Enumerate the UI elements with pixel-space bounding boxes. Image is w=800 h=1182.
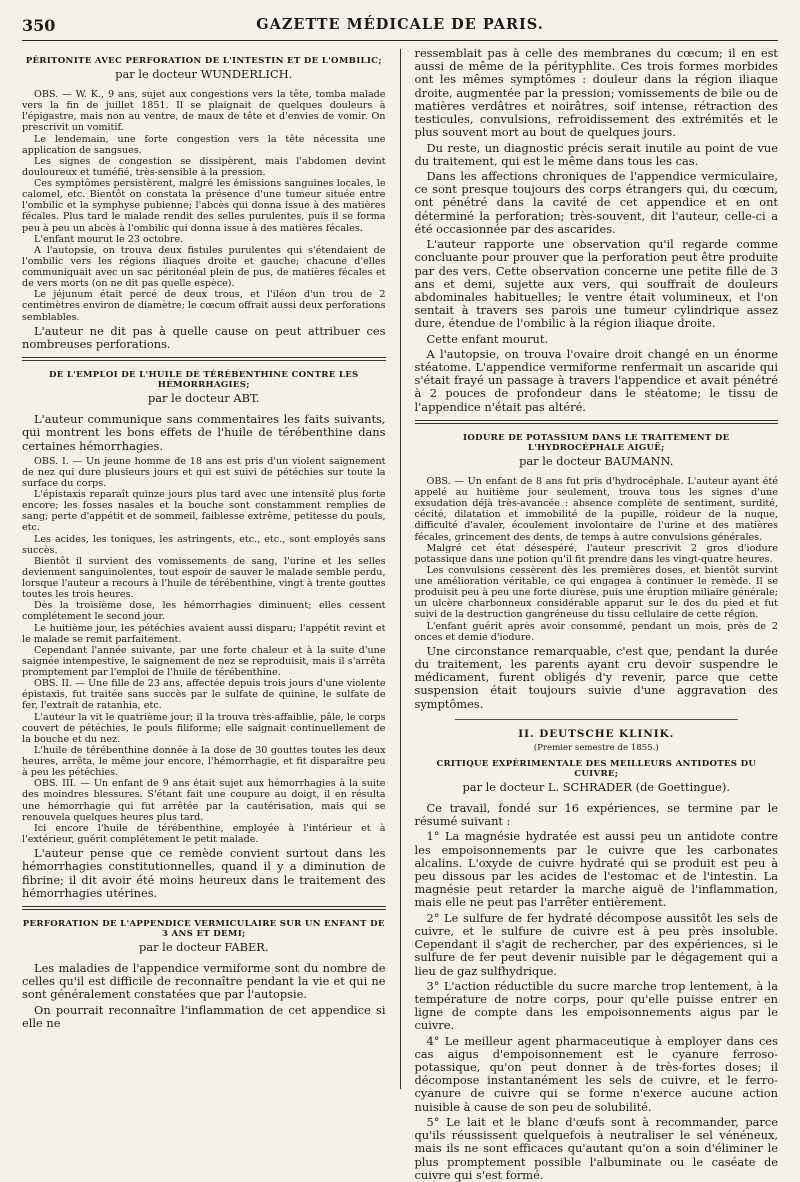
paragraph: Dans les affections chroniques de l'appendice vermiculaire, ce sont presque toujours des corps étrangers qui, du cœcum, ont pénétré dans la cavité de cet appendice et en ont déterminé la perforation; très-souvent, dit l'auteur, celle-ci a été occasionnée par des ascarides. [414,168,778,236]
paragraph: L'huile de térébenthine donnée à la dose de 30 gouttes toutes les deux heures, arrêta, le même jour encore, l'hémorrhagie, et fit disparaître peu à peu les pétéchies. [22,744,386,779]
paragraph: A l'autopsie, on trouva l'ovaire droit changé en un énorme stéatome. L'appendice vermiforme renfermait un ascaride qui s'était frayé un passage à travers l'appendice et avait pénétré à 2 pouces de profondeur dans le stéatome; le tissu de l'appendice n'était pas altéré. [414,346,778,414]
paragraph: Ce travail, fondé sur 16 expériences, se termine par le résumé suivant : [414,800,778,829]
journal-title: GAZETTE MÉDICALE DE PARIS. [256,16,544,33]
paragraph: 2° Le sulfure de fer hydraté décompose aussitôt les sels de cuivre, et le sulfure de cuivre est à peu près insoluble. Cependant il s'agit de rechercher, par des expériences, si le sulfure de fer peut devenir nuisible par le dégagement qui a lieu de gaz sulfhydrique. [414,910,778,978]
section-author: par le docteur L. SCHRADER (de Goettingue). [462,779,730,794]
paragraph: Dès la troisième dose, les hémorrhagies diminuent; elles cessent complétement le second jour. [22,600,386,623]
paragraph: Les maladies de l'appendice vermiforme sont du nombre de celles qu'il est difficile de reconnaître pendant la vie et qui ne sont généralement constatées que par l'autopsie. [22,960,386,1002]
paragraph: 3° L'action réductible du sucre marche trop lentement, à la température de notre corps, pour qu'elle puisse entrer en ligne de compte dans les empoisonnements aigus par le cuivre. [414,978,778,1033]
paragraph: OBS. — W. K., 9 ans, sujet aux congestions vers la tête, tomba malade vers la fin de juillet 1851. Il se plaignait de quelques douleurs à l'épigastre, mais non au ventre, de maux de tête et d'envies de vomir. On prescrivit un vomitif. [22,89,386,134]
section-title: IODURE DE POTASSIUM DANS LE TRAITEMENT DE L'HYDROCÉPHALE AIGUË; [463,432,730,453]
paragraph: OBS. III. — Un enfant de 9 ans était sujet aux hémorrhagies à la suite des moindres blessures. S'étant fait une coupure au doigt, il en résulta une hémorrhagie qui fut arrêtée par la cautérisation, mais qui se renouvela quelques heures plus tard. [22,778,386,823]
section-heading-peritonite [22,56,386,81]
section-author: par le docteur FABER. [139,939,269,954]
paragraph: A l'autopsie, on trouva deux fistules purulentes qui s'étendaient de l'ombilic vers les régions iliaques droite et gauche; chacune d'elles communiquait avec un sac péritonéal plein de pus, de matières fécales et de vers morts (on ne dit pas quelle espèce). [22,244,386,290]
left-column [22,47,386,1093]
section-rule [455,719,739,720]
paragraph: Ces symptômes persistèrent, malgré les émissions sanguines locales, le calomel, etc. Bientôt on constata la présence d'une tumeur située entre l'ombilic et la symphyse pubienne; l'abcès qui donna issue à des matières fécales. Plus tard le malade rendit des selles purulentes, puis il se forma peu à peu un abcès à l'ombilic qui donna issue à des matières fécales. [22,178,386,234]
section-heading-huile [22,370,386,405]
section-heading-perforation [22,919,386,954]
section-title: PERFORATION DE L'APPENDICE VERMICULAIRE SUR UN ENFANT DE 3 ANS ET DEMI; [22,918,385,939]
paragraph: Bientôt il survient des vomissements de sang, l'urine et les selles deviennent sanguinolentes, tout espoir de sauver le malade semble perdu, lorsque l'auteur a recours à l'huile de térébenthine, vingt à trente gouttes toutes les trois heures. [22,555,386,601]
paragraph: L'enfant guérit après avoir consommé, pendant un mois, près de 2 onces et demie d'iodure. [414,620,778,643]
paragraph: Du reste, un diagnostic précis serait inutile au point de vue du traitement, qui est le même dans tous les cas. [414,140,778,168]
paragraph: Le jéjunum était percé de deux trous, et l'iléon d'un trou de 2 centimètres environ de diamètre; le cœcum offrait aussi deux perforations semblables. [22,289,386,323]
paragraph: L'auteur rapporte une observation qu'il regarde comme concluante pour prouver que la perforation peut être produite par des vers. Cette observation concerne une petite fille de 3 ans et demi, sujette aux vers, qui souffrait de douleurs abdominales habituelles; le ventre était volumineux, et l'on sentait à travers ses parois une tumeur cylindrique assez dure, étendue de l'ombilic à la région iliaque droite. [414,237,778,331]
paragraph: OBS. II. — Une fille de 23 ans, affectée depuis trois jours d'une violente épistaxis, fut traitée sans succès par le sulfate de quinine, le sulfate de fer, l'extrait de ratanhia, etc. [22,678,386,712]
paragraph: Malgré cet état désespéré, l'auteur prescrivit 2 gros d'iodure potassique dans une potion qu'il fit prendre dans les vingt-quatre heures. [414,542,778,565]
paragraph: Ici encore l'huile de térébenthine, employée à l'intérieur et à l'extérieur, guérit complétement le petit malade. [22,822,386,845]
paragraph: L'épistaxis reparaît quinze jours plus tard avec une intensité plus forte encore; les fosses nasales et la bouche sont constamment remplies de sang; perte d'appétit et de sommeil, faiblesse extrême, petitesse du pouls, etc. [22,489,386,534]
right-column [414,46,779,1182]
paragraph: L'auteur la vit le quatrième jour; il la trouva très-affaiblie, pâle, le corps couvert de pétéchies, le pouls filiforme; elle saignait continuellement de la bouche et du nez. [22,711,386,745]
double-rule [22,906,386,910]
paragraph: Cependant l'année suivante, par une forte chaleur et à la suite d'une saignée intempestive, le saignement de nez se reproduisit, mais il s'arrêta promptement par l'emploi de l'huile de térébenthine. [22,644,386,679]
section-title: DE L'EMPLOI DE L'HUILE DE TÉRÉBENTHINE CONTRE LES HÉMORRHAGIES; [48,370,359,391]
section-heading-iodure [415,433,779,468]
paragraph: 4° Le meilleur agent pharmaceutique à employer dans ces cas aigus d'empoisonnement est le cyanure ferroso-potassique, qu'on peut donner à de très-fortes doses; il décompose instantanément les sels de cuivre, et le ferro-cyanure de cuivre qui se forme n'exerce aucune action nuisible à cause de son peu de solubilité. [414,1033,778,1114]
paragraph: 5° Le lait et le blanc d'œufs sont à recommander, parce qu'ils réussissent quelquefois à neutraliser le sel vénéneux, mais ils ne sont efficaces qu'autant qu'on a soin d'éliminer le plus promptement possible l'albuminate ou le caséate de cuivre qui s'est formé. [414,1114,778,1182]
section-author: par le docteur ABT. [147,391,260,406]
paragraph: 1° La magnésie hydratée est aussi peu un antidote contre les empoisonnements par le cuivre que les carbonates alcalins. L'oxyde de cuivre hydraté qui se produit est peu à peu dissous par les acides de l'estomac et de l'intestin. La magnésie peut retarder la marche aiguë de l'inflammation, mais elle ne peut pas l'arrêter entièrement. [414,829,778,910]
paragraph: On pourrait reconnaître l'inflammation de cet appendice si elle ne [22,1002,386,1030]
section-title: CRITIQUE EXPÉRIMENTALE DES MEILLEURS ANTIDOTES DU CUIVRE; [436,758,757,779]
section-title: PÉRITONITE AVEC PERFORATION DE L'INTESTIN ET DE L'OMBILIC; [25,56,382,66]
header-rule [22,40,778,41]
paragraph: Le huitième jour, les pétéchies avaient aussi disparu; l'appétit revint et le malade se remit parfaitement. [22,622,386,645]
paragraph: OBS. I. — Un jeune homme de 18 ans est pris d'un violent saignement de nez qui dure plusieurs jours et qui est suivi de pétéchies sur toute la surface du corps. [22,455,386,489]
author-comment: L'auteur ne dit pas à quelle cause on peut attribuer ces nombreuses perforations. [22,323,386,351]
double-rule [22,357,386,361]
paragraph: Cette enfant mourut. [426,331,549,346]
section-intro: L'auteur communique sans commentaires les faits suivants, qui montrent les bons effets de l'huile de térébenthine dans certaines hémorrhagies. [22,412,386,453]
double-rule [415,420,779,424]
paragraph: L'enfant mourut le 23 octobre. [34,233,184,245]
columns [22,46,778,1182]
paragraph: ressemblait pas à celle des membranes du cœcum; il en est aussi de même de la pérityphlite. Ces trois formes morbides ont les mêmes symptômes : douleur dans la région iliaque droite, augmentée par la pression; vomissements de bile ou de matières verdâtres et noirâtres, soif intense, rétraction des testicules, convulsions, refroidissement des extrémités et le plus souvent mort au bout de quelques jours. [414,46,778,140]
journal-section-heading: II. DEUTSCHE KLINIK. [518,727,675,740]
author-comment: Une circonstance remarquable, c'est que, pendant la durée du traitement, les parents ayant cru devoir suspendre le médicament, furent obligés d'y revenir, parce que cette suspension était toujours suivie d'une aggravation des symptômes. [414,643,778,711]
paragraph: Les signes de congestion se dissipèrent, mais l'abdomen devint douloureux et tuméfié, très-sensible à la pression. [22,155,386,178]
column-separator [400,49,401,1089]
paragraph: OBS. — Un enfant de 8 ans fut pris d'hydrocéphale. L'auteur ayant été appelé au huitième jour seulement, trouva tous les signes d'une exsudation déjà très-avancée : absence complète de sentiment, surdité, cécité, dilatation et immobilité de la pupille, roideur de la nuque, difficulté d'avaler, écoulement involontaire de l'urine et des matières fécales, grincement des dents, de temps à autre convulsions générales. [414,475,778,543]
author-comment: L'auteur pense que ce remède convient surtout dans les hémorrhagies constitutionnelles, quand il y a diminution de fibrine; il dit avoir été moins heureux dans le traitement des hémorrhagies utérines. [22,846,386,900]
paragraph: Les convulsions cessèrent dès les premières doses, et bientôt survint une amélioration véritable, ce qui engagea à continuer le remède. Il se produisit peu à peu une forte diurèse, puis une éruption miliaire générale; un ulcère charbonneux considérable apparut sur le dos du pied et fut suivi de la destruction gangréneuse du tissu cellulaire de cette région. [414,564,778,621]
page-header [22,14,778,38]
paragraph: Le lendemain, une forte congestion vers la tête nécessita une application de sangsues. [22,133,386,156]
section-author: par le docteur WUNDERLICH. [115,67,293,81]
journal-section-subheading: (Premier semestre de 1855.) [533,742,659,753]
section-author: par le docteur BAUMANN. [519,453,674,468]
page-number: 350 [22,16,56,35]
paragraph: Les acides, les toniques, les astringents, etc., etc., sont employés sans succès. [22,533,386,556]
section-heading-critique [415,759,779,794]
